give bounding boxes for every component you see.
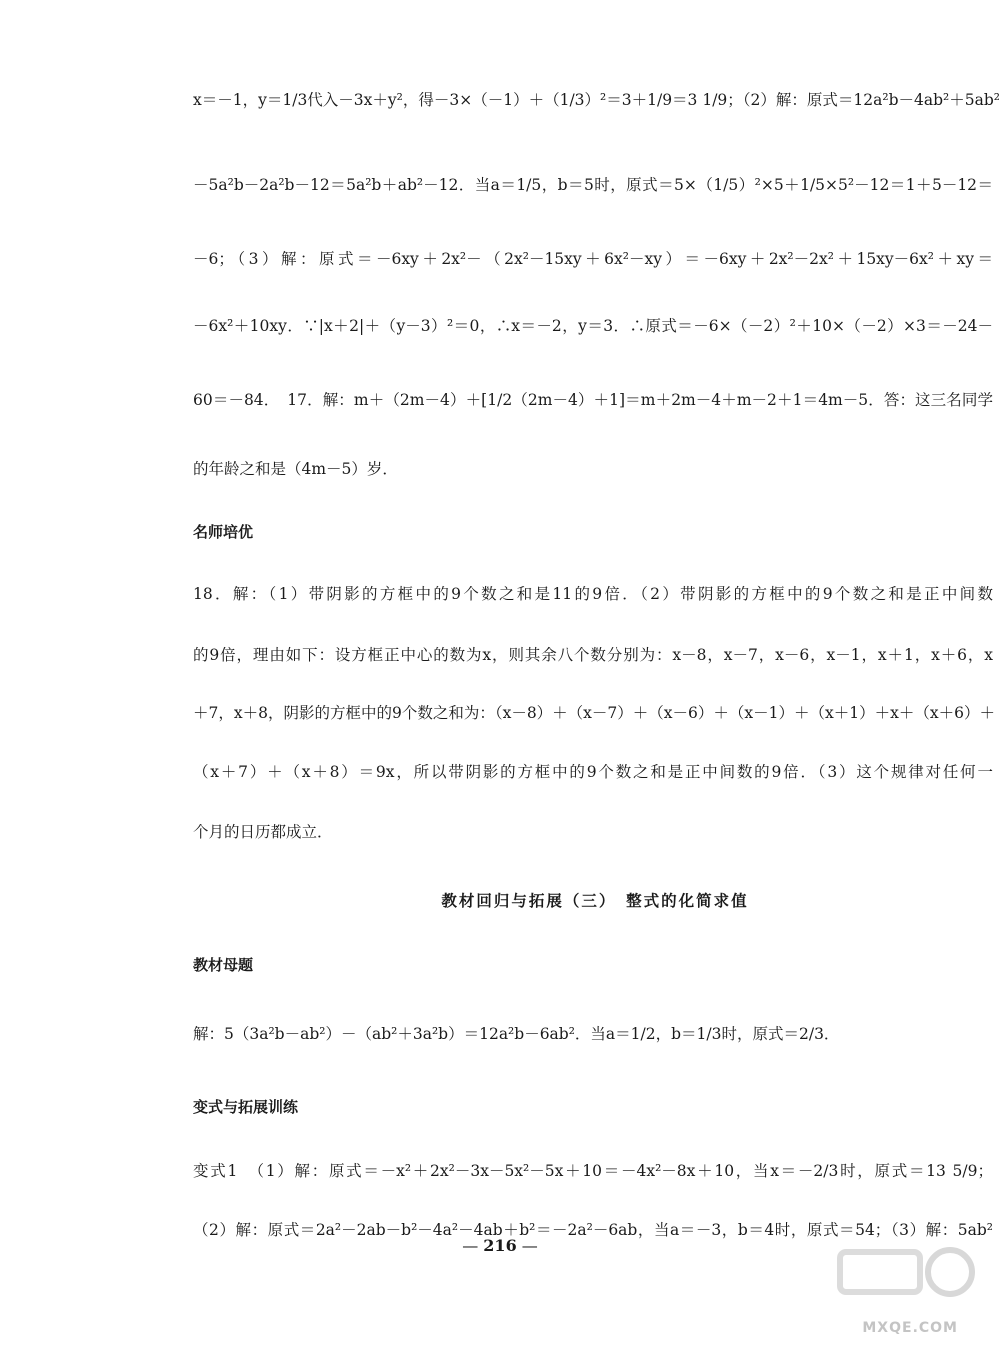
- text-line: x＝－1，y＝1/3代入－3x＋y²，得－3×（－1）＋（1/3）²＝3＋1/9＝3 1/9；（2）解：原式＝12a²b－4ab²＋5ab²: [193, 91, 1000, 109]
- text-line: 解：5（3a²b－ab²）－（ab²＋3a²b）＝12a²b－6ab²．当a＝1/2，b＝1/3时，原式＝2/3．: [193, 1025, 840, 1043]
- text-line: ＋7，x＋8，阴影的方框中的9个数之和为：（x－8）＋（x－7）＋（x－6）＋（x－1）＋（x＋1）＋x＋（x＋6）＋: [193, 704, 995, 722]
- text-line: －5a²b－2a²b－12＝5a²b＋ab²－12．当a＝1/5，b＝5时，原式＝5×（1/5）²×5＋1/5×5²－12＝1＋5－12＝: [193, 176, 993, 194]
- text-line: 变式1 （1）解：原式＝－x²＋2x²－3x－5x²－5x＋10＝－4x²－8x＋10，当x＝－2/3时，原式＝13 5/9；: [193, 1162, 993, 1180]
- text-line: （x＋7）＋（x＋8）＝9x，所以带阴影的方框中的9个数之和是正中间数的9倍．（3）这个规律对任何一: [193, 763, 993, 781]
- text-line: （2）解：原式＝2a²－2ab－b²－4a²－4ab＋b²＝－2a²－6ab，当a＝－3，b＝4时，原式＝54；（3）解：5ab²: [193, 1221, 993, 1239]
- text-line: 18．解：（1）带阴影的方框中的9个数之和是11的9倍．（2）带阴影的方框中的9个数之和是正中间数: [193, 585, 993, 603]
- section-heading: 变式与拓展训练: [193, 1098, 299, 1116]
- chapter-title: 教材回归与拓展（三） 整式的化简求值: [441, 892, 749, 910]
- text-line: －6x²＋10xy．∵|x＋2|＋（y－3）²＝0，∴x＝－2，y＝3．∴原式＝－6×（－2）²＋10×（－2）×3＝－24－: [193, 317, 993, 335]
- text-line: 的年龄之和是（4m－5）岁．: [193, 460, 398, 478]
- watermark-logo: [800, 1242, 980, 1342]
- text-line: 个月的日历都成立．: [193, 823, 333, 841]
- text-line: 的9倍，理由如下：设方框正中心的数为x，则其余八个数分别为：x－8，x－7，x－6，x－1，x＋1，x＋6，x: [193, 646, 993, 664]
- page-number: — 216 —: [462, 1236, 538, 1255]
- page-number-value: 216: [483, 1236, 517, 1255]
- watermark-text: MXQE.COM: [862, 1320, 958, 1336]
- text-line: －6；（3）解：原式＝－6xy＋2x²－（2x²－15xy＋6x²－xy）＝－6xy＋2x²－2x²＋15xy－6x²＋xy＝: [193, 250, 993, 268]
- section-heading: 教材母题: [193, 956, 254, 974]
- section-heading: 名师培优: [193, 523, 254, 541]
- text-line: 60＝－84． 17．解：m＋（2m－4）＋[1/2（2m－4）＋1]＝m＋2m－4＋m－2＋1＝4m－5．答：这三名同学: [193, 391, 993, 409]
